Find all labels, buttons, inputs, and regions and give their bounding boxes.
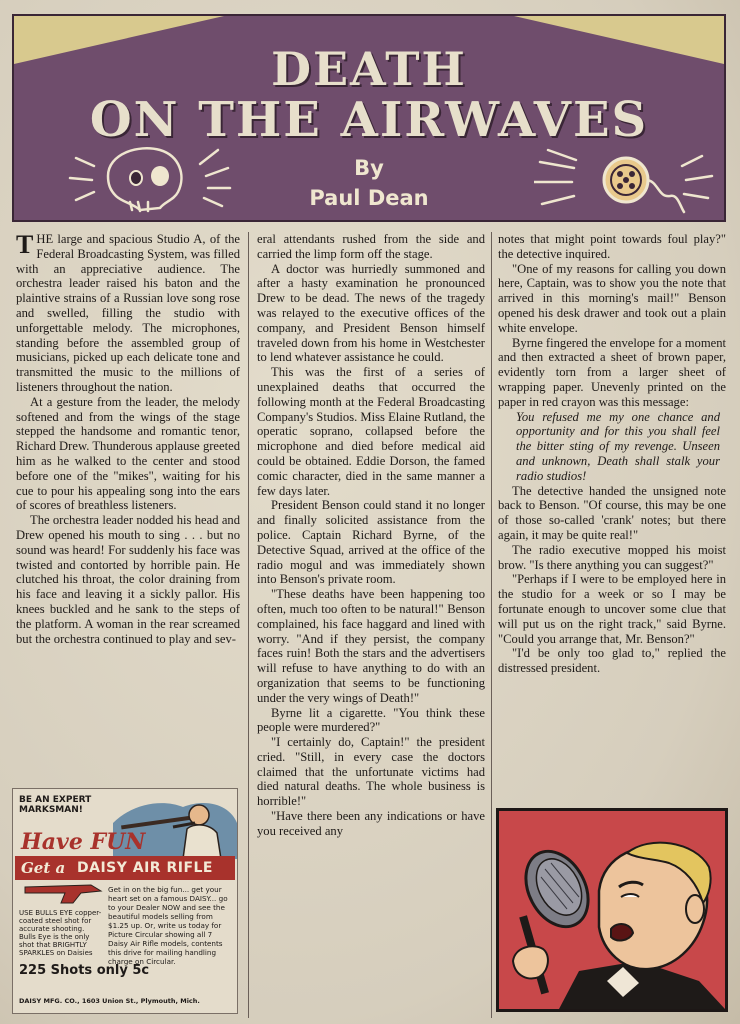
ad-get-a: Get a bbox=[21, 859, 66, 877]
story-paragraph: President Benson could stand it no longer and finally solicited assistance from the police. Captain Richard Byrne, of the Detective Squad, arrived at the office of the radio mogul and was immediately shown into Benson's private room. bbox=[257, 498, 485, 587]
story-column-3 bbox=[498, 232, 726, 676]
story-paragraph: Byrne fingered the envelope for a moment and then extracted a sheet of brown paper, evidently torn from a larger sheet of wrapping paper. Unevenly printed on the paper in red crayon was this message: bbox=[498, 335, 727, 409]
story-column-1 bbox=[16, 232, 240, 646]
drop-cap: T bbox=[16, 230, 34, 259]
story-paragraph: The radio executive mopped his moist brow. "Is there anything you can suggest?" bbox=[498, 542, 726, 572]
story-paragraph: A doctor was hurriedly summoned and after a hasty examination he pronounced Drew to be dead. The news of the tragedy was relayed to the executive offices of the company, and President Benson himself traveled down from his home in Westchester to lend whatever assistance he could. bbox=[257, 261, 485, 365]
story-paragraph: eral attendants rushed from the side and carried the limp form off the stage. bbox=[257, 232, 485, 261]
skull-icon bbox=[68, 136, 248, 220]
story-paragraph: "Perhaps if I were to be employed here in the studio for a week or so I may be fortunate enough to uncover some clue that will put us on the right track," said Byrne. "Could you arrange that, Mr. Benson?" bbox=[498, 572, 726, 646]
story-paragraph: The detective handed the unsigned note back to Benson. "Of course, this may be one of those so-called 'crank' notes; but there again, it may be quite real!" bbox=[498, 483, 726, 542]
story-paragraph: "These deaths have been happening too often, much too often to be natural!" Benson complained, his face haggard and lined with worry. "And if they persist, the company faces ruin! Both the stars and the advertisers will refuse to have anything to do with an organization that seems to be functioning under the very wings of Death!" bbox=[257, 587, 485, 705]
story-paragraph: THE large and spacious Studio A, of the Federal Broadcasting System, was filled with an appreciative audience. The orchestra leader raised his baton and the plaintive strains of a Russian love song rose and swelled, filling the studio with unforgettable melody. The microphones, standing before the assembled group of musicians, picked up each delicate tone and transmitted the music to the millions of listeners throughout the nation. bbox=[16, 230, 240, 394]
ad-body-text: Get in on the big fun... get your heart set on a famous DAISY... go to your Dealer NOW and see the beautiful models selling from $1.25 up. Or, write us today for Picture Circular showing all 7 Daisy Air Rifle models, contents this drive for mailing handling charge on Circular. bbox=[108, 885, 228, 966]
ad-product-banner bbox=[15, 856, 235, 880]
threat-note: You refused me my one chance and opportunity and for this you shall feel the bitter sting of my revenge. Unseen and unknown, Death shall stalk your radio studios! bbox=[516, 409, 720, 483]
title-banner bbox=[12, 14, 726, 222]
story-title-line-1: DEATH bbox=[271, 42, 467, 96]
column-rule bbox=[248, 232, 249, 1018]
column-rule bbox=[491, 232, 492, 1018]
story-paragraph: This was the first of a series of unexplained deaths that occurred the following month at the Federal Broadcasting Company's Studios. Miss Elaine Rutland, the operatic soprano, collapsed before the microphone and died before medical aid could be obtained. Eddie Dorson, the famed comic character, died in the same manner a few days later. bbox=[257, 365, 485, 498]
byline-by: By bbox=[354, 156, 384, 180]
story-title-line-2: ON THE AIRWAVES bbox=[89, 92, 649, 148]
microphone-icon bbox=[534, 136, 724, 220]
ad-shots-price: 225 Shots only 5c bbox=[19, 963, 150, 978]
story-paragraph: notes that might point towards foul play?" the detective inquired. bbox=[498, 232, 726, 261]
ad-headline: BE AN EXPERT MARKSMAN! bbox=[19, 795, 92, 815]
story-paragraph: "I certainly do, Captain!" the president cried. "Still, in every case the doctors claimed that the unfortunate victims had died natural deaths. The whole business is horrible!" bbox=[257, 735, 485, 809]
announcer-microphone-icon bbox=[499, 811, 725, 1009]
ad-bullseye-text: USE BULLS EYE copper-coated steel shot for accurate shooting. Bulls Eye is the only shot that BRIGHTLY SPARKLES on Daisies bbox=[19, 909, 102, 957]
ad-company-address: DAISY MFG. CO., 1603 Union St., Plymouth, Mich. bbox=[19, 997, 200, 1005]
story-paragraph: The orchestra leader nodded his head and Drew opened his mouth to sing . . . but no sound was heard! For suddenly his face was twisted and contorted by horrible pain. He clutched his throat, the color draining from his face and leaving it a sickly pallor. His knees buckled and he sank to the steps of the platform. A woman in the rear screamed but the orchestra continued to play and sev- bbox=[16, 513, 240, 646]
story-paragraph: At a gesture from the leader, the melody softened and from the wings of the stage stepped the handsome and romantic tenor, Richard Drew. Thunderous applause greeted him as he walked to the center and stood before one of the "mikes", waiting for his cue to pour his appealing song into the ears of scores of breathless listeners. bbox=[16, 394, 240, 513]
story-paragraph: "I'd be only too glad to," replied the distressed president. bbox=[498, 646, 726, 676]
story-column-2 bbox=[257, 232, 485, 839]
air-rifle-icon bbox=[21, 881, 107, 907]
daisy-air-rifle-ad bbox=[12, 788, 238, 1014]
story-paragraph: "Have there been any indications or have you received any bbox=[257, 809, 485, 838]
announcer-illustration bbox=[496, 808, 728, 1012]
story-paragraph: "One of my reasons for calling you down here, Captain, was to show you the note that arrived in this morning's mail!" Benson opened his desk drawer and took out a plain white envelope. bbox=[498, 261, 726, 335]
ad-product-name: DAISY AIR RIFLE bbox=[77, 860, 213, 876]
ad-have-fun: Have FUN bbox=[21, 829, 146, 855]
author-name: Paul Dean bbox=[309, 186, 429, 210]
story-paragraph: Byrne lit a cigarette. "You think these people were murdered?" bbox=[257, 705, 485, 735]
